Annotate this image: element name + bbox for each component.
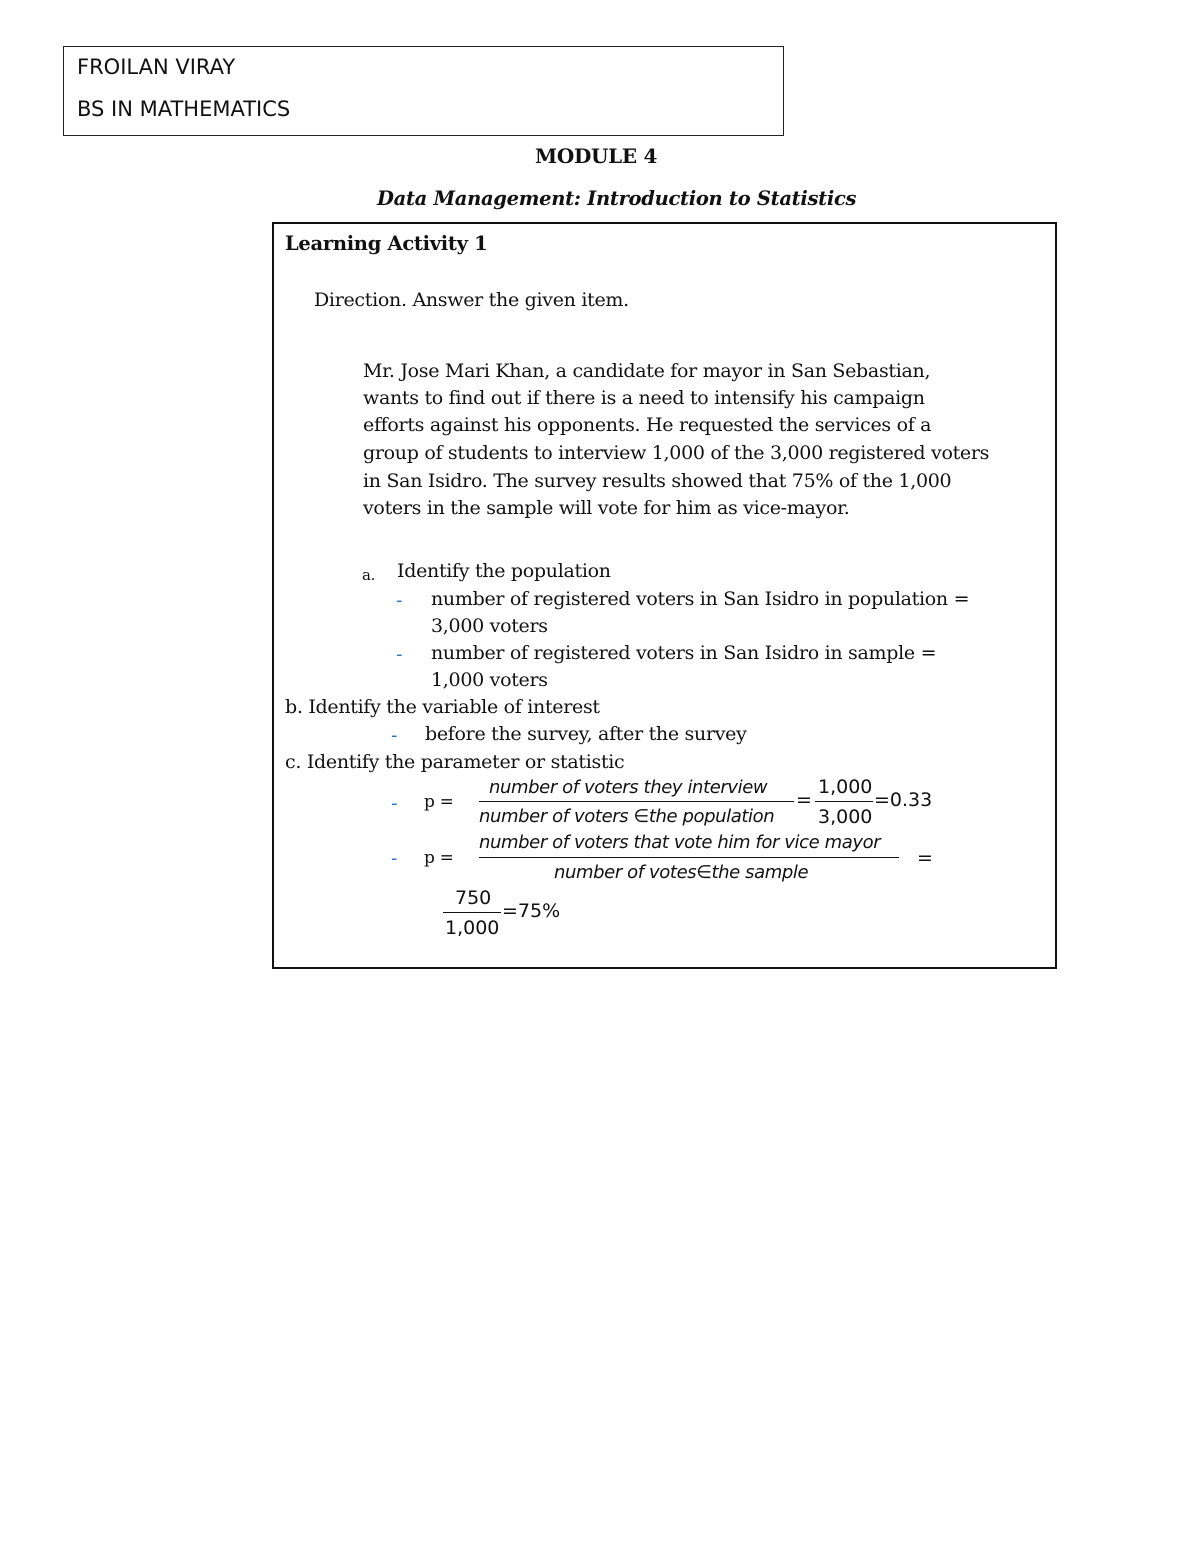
learning-activity-box: [272, 222, 1057, 969]
fraction-bar: [479, 801, 794, 802]
item-a-text: Identify the population: [397, 560, 611, 582]
fraction-numerator: number of voters they interview: [489, 777, 768, 798]
bullet-dash: -: [391, 725, 398, 746]
sample-value: 1,000 voters: [431, 669, 548, 691]
fraction-denominator: number of voters ∈the population: [479, 806, 775, 827]
equals-sign: =: [917, 847, 933, 869]
problem-line: voters in the sample will vote for him as vice-mayor.: [363, 497, 850, 519]
module-subtitle: Data Management: Introduction to Statistics: [377, 187, 857, 210]
student-info-box: [63, 46, 784, 136]
module-title: MODULE 4: [535, 144, 658, 168]
direction-text: Direction. Answer the given item.: [314, 289, 629, 311]
item-a-marker: a.: [362, 566, 376, 584]
student-name: FROILAN VIRAY: [77, 55, 236, 79]
equals-sign: =: [796, 789, 812, 811]
fraction-bar: [443, 912, 501, 913]
bullet-dash: -: [396, 644, 403, 665]
formula-lhs: p =: [424, 792, 454, 812]
variable-answer: before the survey, after the survey: [425, 723, 747, 745]
activity-heading: Learning Activity 1: [285, 232, 488, 255]
fraction-denominator: 1,000: [445, 917, 500, 939]
problem-line: Mr. Jose Mari Khan, a candidate for mayor in San Sebastian,: [363, 360, 931, 382]
fraction-bar: [815, 801, 873, 802]
formula-lhs: p =: [424, 848, 454, 868]
student-program: BS IN MATHEMATICS: [77, 97, 291, 121]
fraction-numerator: number of voters that vote him for vice mayor: [479, 832, 881, 853]
fraction-numerator: 750: [455, 887, 492, 909]
problem-line: in San Isidro. The survey results showed that 75% of the 1,000: [363, 470, 952, 492]
problem-line: wants to find out if there is a need to intensify his campaign: [363, 387, 925, 409]
bullet-dash: -: [391, 793, 398, 814]
population-line: number of registered voters in San Isidro in population =: [431, 588, 970, 610]
bullet-dash: -: [391, 848, 398, 869]
fraction-bar: [479, 857, 899, 858]
item-b-text: b. Identify the variable of interest: [285, 696, 600, 718]
fraction-denominator: 3,000: [818, 806, 873, 828]
formula-result: =0.33: [874, 789, 933, 811]
population-value: 3,000 voters: [431, 615, 548, 637]
formula-result: =75%: [502, 900, 561, 922]
bullet-dash: -: [396, 590, 403, 611]
fraction-denominator: number of votes∈the sample: [554, 862, 809, 883]
fraction-numerator: 1,000: [818, 776, 873, 798]
sample-line: number of registered voters in San Isidro in sample =: [431, 642, 937, 664]
item-c-text: c. Identify the parameter or statistic: [285, 751, 625, 773]
problem-line: group of students to interview 1,000 of the 3,000 registered voters: [363, 442, 990, 464]
problem-line: efforts against his opponents. He requested the services of a: [363, 414, 932, 436]
